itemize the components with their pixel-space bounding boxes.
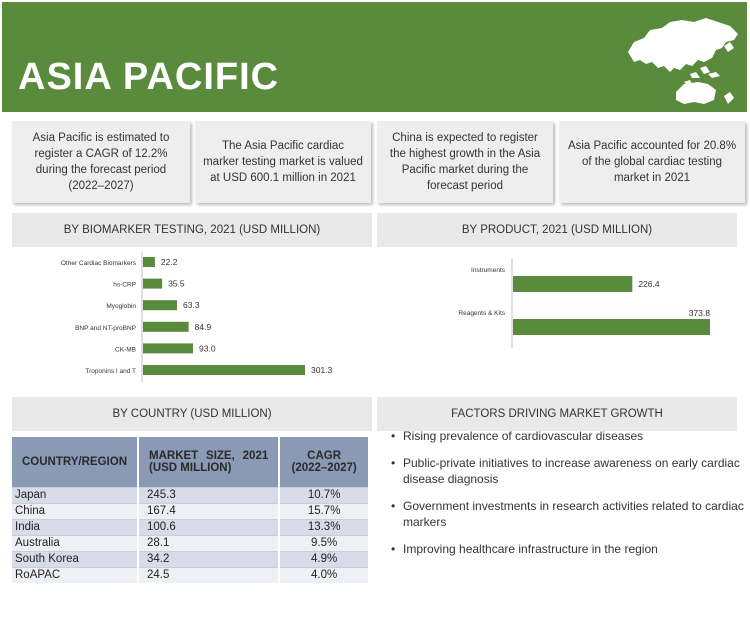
category-label: Troponins I and T xyxy=(85,368,136,375)
factor-text: Public-private initiatives to increase awareness on early cardiac disease diagnosis xyxy=(403,456,740,486)
cagr-cell: 13.3% xyxy=(279,519,369,535)
cagr-cell: 9.5% xyxy=(279,535,369,551)
bar xyxy=(143,343,193,353)
section-header-product xyxy=(377,213,737,247)
category-label: Instruments xyxy=(471,267,505,274)
category-label: Other Cardiac Biomarkers xyxy=(60,260,136,267)
header-banner xyxy=(2,2,747,112)
stat-card-cagr xyxy=(12,121,190,203)
factor-item xyxy=(385,455,745,487)
bar xyxy=(143,322,189,332)
country-cell: India xyxy=(12,519,138,535)
market-size-cell: 245.3 xyxy=(138,487,279,503)
cagr-cell: 4.0% xyxy=(279,567,369,583)
category-label: CK-MB xyxy=(115,346,136,354)
table-row xyxy=(12,535,369,551)
bullet-icon: • xyxy=(391,429,396,443)
country-table xyxy=(12,437,370,583)
biomarker-bar-chart xyxy=(12,252,372,386)
asia-pacific-map-icon xyxy=(620,12,748,108)
factor-item xyxy=(385,541,745,557)
factor-text: Government investments in research activities related to cardiac markers xyxy=(403,499,744,529)
stat-card-text: The Asia Pacific cardiac marker testing market is valued at USD 600.1 million in 2021 xyxy=(203,140,363,184)
country-cell: South Korea xyxy=(12,551,138,567)
page-title: ASIA PACIFIC xyxy=(18,56,280,98)
column-header: COUNTRY/REGION xyxy=(12,437,138,487)
country-cell: China xyxy=(12,503,138,519)
section-header-country xyxy=(12,397,372,431)
cagr-cell: 4.9% xyxy=(279,551,369,567)
bullet-icon: • xyxy=(391,542,396,556)
data-label: 35.5 xyxy=(168,278,185,289)
stat-card-text: Asia Pacific is estimated to register a CAGR of 12.2% during the forecast period (2022–2027) xyxy=(32,132,170,192)
table-row xyxy=(12,551,369,567)
data-label: 93.0 xyxy=(199,343,216,354)
stat-card-china-growth xyxy=(377,121,553,203)
factor-text: Rising prevalence of cardiovascular diseases xyxy=(403,429,644,443)
section-title: BY PRODUCT, 2021 (USD MILLION) xyxy=(461,224,653,236)
bar xyxy=(143,279,162,289)
product-bar-chart xyxy=(377,252,737,386)
stat-card-text: China is expected to register the highest growth in the Asia Pacific market during the forecast period xyxy=(389,132,541,192)
bar xyxy=(143,257,155,267)
bar xyxy=(143,365,305,375)
market-size-cell: 24.5 xyxy=(138,567,279,583)
table-row xyxy=(12,567,369,583)
country-cell: RoAPAC xyxy=(12,567,138,583)
column-header: MARKET SIZE, 2021 (USD MILLION) xyxy=(138,437,279,487)
section-header-biomarker xyxy=(12,213,372,247)
cagr-cell: 10.7% xyxy=(279,487,369,503)
bar xyxy=(513,319,710,335)
country-cell: Australia xyxy=(12,535,138,551)
category-label: Reagents & Kits xyxy=(458,310,505,317)
data-label: 84.9 xyxy=(194,321,212,332)
country-cell: Japan xyxy=(12,487,138,503)
market-size-cell: 167.4 xyxy=(138,503,279,519)
stat-card-market-value xyxy=(195,121,371,203)
stat-card-global-share xyxy=(559,121,745,203)
section-header-factors xyxy=(377,397,737,431)
factor-text: Improving healthcare infrastructure in the region xyxy=(403,542,658,556)
factors-list xyxy=(385,428,745,568)
market-size-cell: 34.2 xyxy=(138,551,279,567)
bar xyxy=(143,300,177,310)
column-header: CAGR (2022–2027) xyxy=(279,437,369,487)
table-row xyxy=(12,503,369,519)
bullet-icon: • xyxy=(391,456,396,470)
table-row xyxy=(12,487,369,503)
cagr-cell: 15.7% xyxy=(279,503,369,519)
stat-card-text: Asia Pacific accounted for 20.8% of the global cardiac testing market in 2021 xyxy=(567,140,737,184)
market-size-cell: 100.6 xyxy=(138,519,279,535)
category-label: Myoglobin xyxy=(106,303,136,311)
factor-item xyxy=(385,428,745,444)
data-label: 226.4 xyxy=(638,279,660,289)
data-label: 373.8 xyxy=(688,308,710,318)
section-title: BY BIOMARKER TESTING, 2021 (USD MILLION) xyxy=(63,224,321,236)
market-size-cell: 28.1 xyxy=(138,535,279,551)
factor-item xyxy=(385,498,745,530)
data-label: 301.3 xyxy=(311,365,333,375)
bullet-icon: • xyxy=(391,499,396,513)
section-title: FACTORS DRIVING MARKET GROWTH xyxy=(451,408,663,420)
section-title: BY COUNTRY (USD MILLION) xyxy=(112,408,272,420)
data-label: 63.3 xyxy=(183,300,200,311)
table-row xyxy=(12,519,369,535)
bar xyxy=(513,276,632,292)
data-label: 22.2 xyxy=(160,257,178,267)
table-header-row xyxy=(12,437,369,487)
category-label: BNP and NT-proBNP xyxy=(75,324,136,332)
category-label: hs-CRP xyxy=(113,281,136,289)
